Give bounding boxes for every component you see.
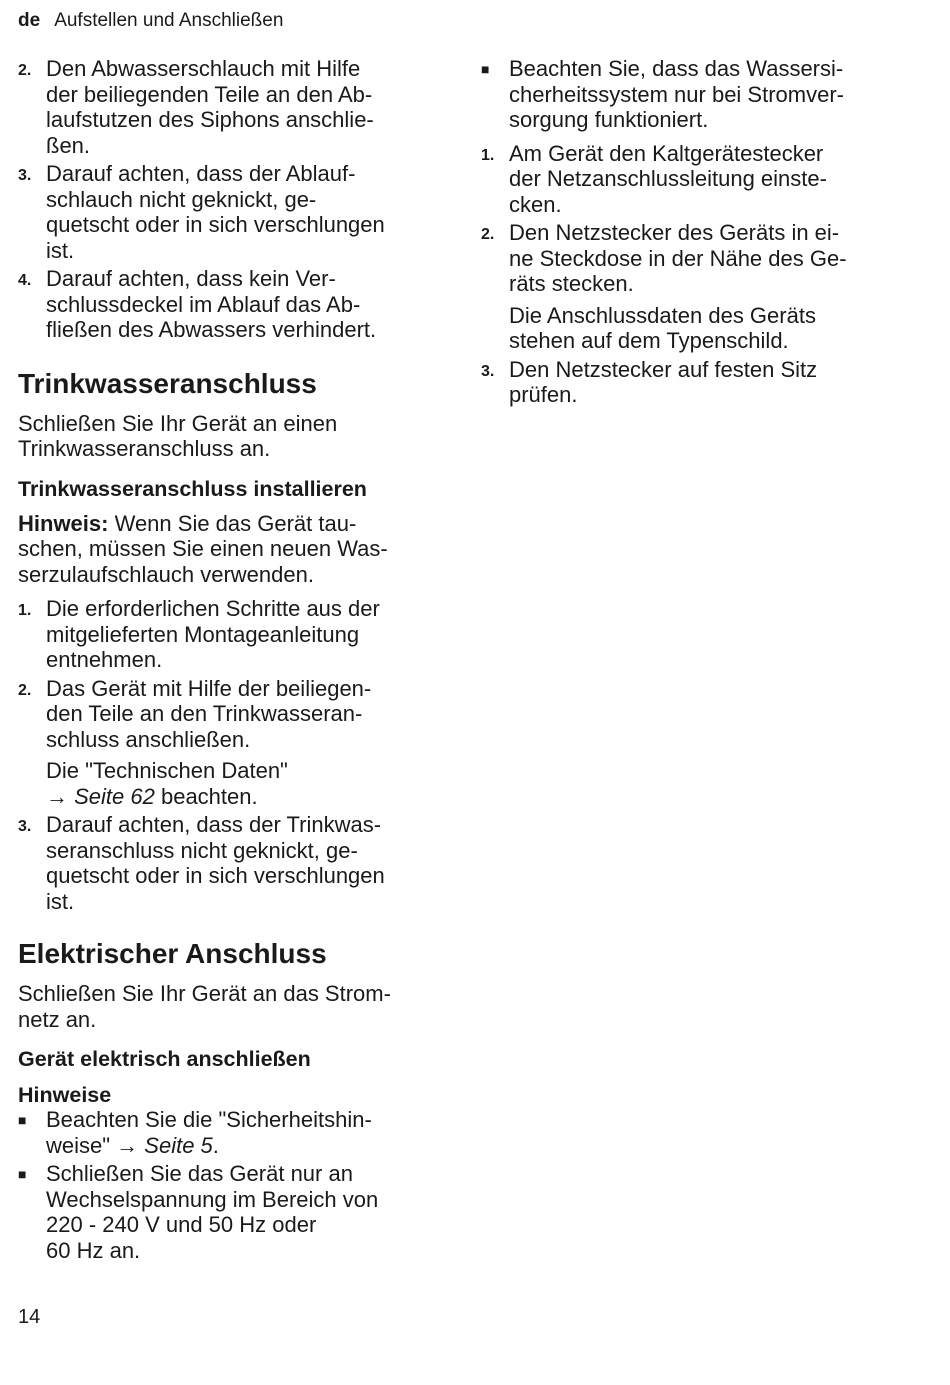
list-item — [18, 56, 443, 158]
trink-intro — [18, 411, 443, 462]
text-line: . — [212, 1132, 219, 1158]
text-line: Die Anschlussdaten des Geräts — [509, 302, 816, 328]
text-line: cherheitssystem nur bei Stromver- — [509, 81, 844, 107]
text-line: netz an. — [18, 1006, 97, 1032]
step-text — [46, 596, 380, 673]
left-column — [18, 56, 443, 1266]
text-line: schlussdeckel im Ablauf das Ab- — [46, 291, 361, 317]
text-line: weise" — [46, 1132, 117, 1158]
step-number: 4. — [18, 272, 32, 289]
list-item — [481, 357, 901, 408]
list-item — [481, 141, 901, 218]
step-text — [509, 220, 847, 297]
step-number: 2. — [18, 62, 32, 79]
text-line: Darauf achten, dass der Ablauf- — [46, 161, 356, 186]
text-line: ßen. — [46, 132, 91, 158]
text-line: laufstutzen des Siphons anschlie- — [46, 107, 374, 132]
list-item — [18, 1107, 443, 1158]
text-line: schlauch nicht geknickt, ge- — [46, 186, 317, 212]
subheading-trink-install: Trinkwasseranschluss installieren — [18, 476, 367, 501]
text-line: 220 - 240 V und 50 Hz oder — [46, 1212, 317, 1237]
right-column — [481, 56, 901, 411]
step-text — [46, 812, 385, 914]
bullet-icon: ■ — [481, 61, 490, 77]
technical-data-note — [46, 758, 443, 809]
heading-trinkwasseranschluss: Trinkwasseranschluss — [18, 367, 317, 399]
text-line: quetscht oder in sich verschlungen — [46, 863, 385, 888]
text-line: mitgelieferten Montageanleitung — [46, 621, 360, 647]
text-line: prüfen. — [509, 382, 578, 407]
text-line: räts stecken. — [509, 271, 634, 296]
text-line: schluss anschließen. — [46, 726, 251, 752]
text-line: den Teile an den Trinkwasseran- — [46, 701, 363, 726]
step-text — [46, 676, 371, 753]
text-line: seranschluss nicht geknickt, ge- — [46, 837, 358, 863]
step-number: 3. — [18, 818, 32, 835]
text-line: sorgung funktioniert. — [509, 107, 709, 132]
step-number: 1. — [18, 602, 32, 619]
text-line: Schließen Sie Ihr Gerät an das Strom- — [18, 981, 391, 1006]
step-number: 2. — [18, 681, 32, 699]
text-line: Darauf achten, dass kein Ver- — [46, 266, 336, 291]
text-line: Beachten Sie, dass das Wassersi- — [509, 56, 844, 81]
step-text — [509, 141, 827, 218]
bullet-text — [46, 1107, 372, 1158]
step-number: 2. — [481, 226, 495, 243]
text-line: fließen des Abwassers verhindert. — [46, 317, 377, 342]
text-line: Wechselspannung im Bereich von — [46, 1186, 379, 1212]
bullet-text — [46, 1161, 378, 1263]
list-item — [18, 596, 443, 673]
text-line: Schließen Sie das Gerät nur an — [46, 1161, 353, 1186]
hints-heading: Hinweise — [18, 1083, 112, 1107]
list-item — [18, 676, 443, 753]
page-reference-link[interactable]: Seite 62 — [74, 783, 155, 809]
text-line: Am Gerät den Kaltgerätestecker — [509, 140, 824, 166]
text-line: cken. — [509, 191, 562, 217]
text-line: serzulaufschlauch verwenden. — [18, 561, 314, 587]
list-item — [481, 56, 901, 133]
heading-elektrischer-anschluss: Elektrischer Anschluss — [18, 938, 327, 969]
list-item — [18, 812, 443, 914]
language-code: de — [18, 10, 41, 31]
text-line: Die "Technischen Daten" — [46, 758, 288, 783]
step-number: 3. — [481, 362, 495, 380]
text-line: Wenn Sie das Gerät tau- — [108, 510, 357, 536]
text-line: Schließen Sie Ihr Gerät an einen — [18, 410, 338, 436]
text-line: 60 Hz an. — [46, 1237, 141, 1263]
step-text — [509, 357, 817, 408]
text-line: Darauf achten, dass der Trinkwas- — [46, 812, 382, 837]
text-line: Beachten Sie die "Sicherheitshin- — [46, 1107, 372, 1132]
text-line: schen, müssen Sie einen neuen Was- — [18, 536, 388, 561]
text-line: ist. — [46, 237, 75, 263]
hint-paragraph — [18, 511, 443, 588]
text-line: beachten. — [154, 783, 258, 809]
bullet-icon: ■ — [18, 1112, 27, 1128]
step-number: 1. — [481, 146, 495, 164]
arrow-icon: → — [116, 1132, 139, 1158]
text-line: Trinkwasseranschluss an. — [18, 436, 271, 461]
bullet-icon: ■ — [18, 1166, 27, 1182]
list-item — [18, 266, 443, 343]
arrow-icon: → — [46, 783, 68, 809]
step-text — [46, 161, 385, 263]
list-item — [18, 1161, 443, 1263]
bullet-text — [509, 56, 844, 133]
subheading-elek-connect: Gerät elektrisch anschließen — [18, 1047, 311, 1071]
page-reference-link[interactable]: Seite 5 — [144, 1132, 213, 1158]
text-line: Den Abwasserschlauch mit Hilfe — [46, 56, 361, 81]
text-line: Die erforderlichen Schritte aus der — [46, 596, 380, 621]
list-item — [481, 220, 901, 297]
text-line: der beiliegenden Teile an den Ab- — [46, 81, 373, 107]
text-line: stehen auf dem Typenschild. — [509, 328, 789, 353]
text-line: Das Gerät mit Hilfe der beiliegen- — [46, 675, 372, 701]
step-text — [46, 266, 376, 343]
text-line: entnehmen. — [46, 647, 163, 672]
list-item — [18, 161, 443, 263]
connection-data-note — [509, 303, 901, 354]
text-line: ne Steckdose in der Nähe des Ge- — [509, 245, 847, 271]
trink-steps — [18, 596, 443, 914]
page-number: 14 — [18, 1306, 41, 1328]
section-title: Aufstellen und Anschließen — [54, 10, 284, 31]
hint-label: Hinweis: — [18, 510, 109, 536]
text-line: quetscht oder in sich verschlungen — [46, 212, 385, 237]
text-line: Den Netzstecker des Geräts in ei- — [509, 220, 840, 245]
page-header — [18, 9, 283, 33]
text-line: der Netzanschlussleitung einste- — [509, 166, 827, 191]
elek-intro — [18, 981, 443, 1032]
text-line: Den Netzstecker auf festen Sitz — [509, 356, 818, 382]
step-text — [46, 56, 374, 158]
step-number: 3. — [18, 167, 32, 184]
text-line: ist. — [46, 888, 75, 914]
